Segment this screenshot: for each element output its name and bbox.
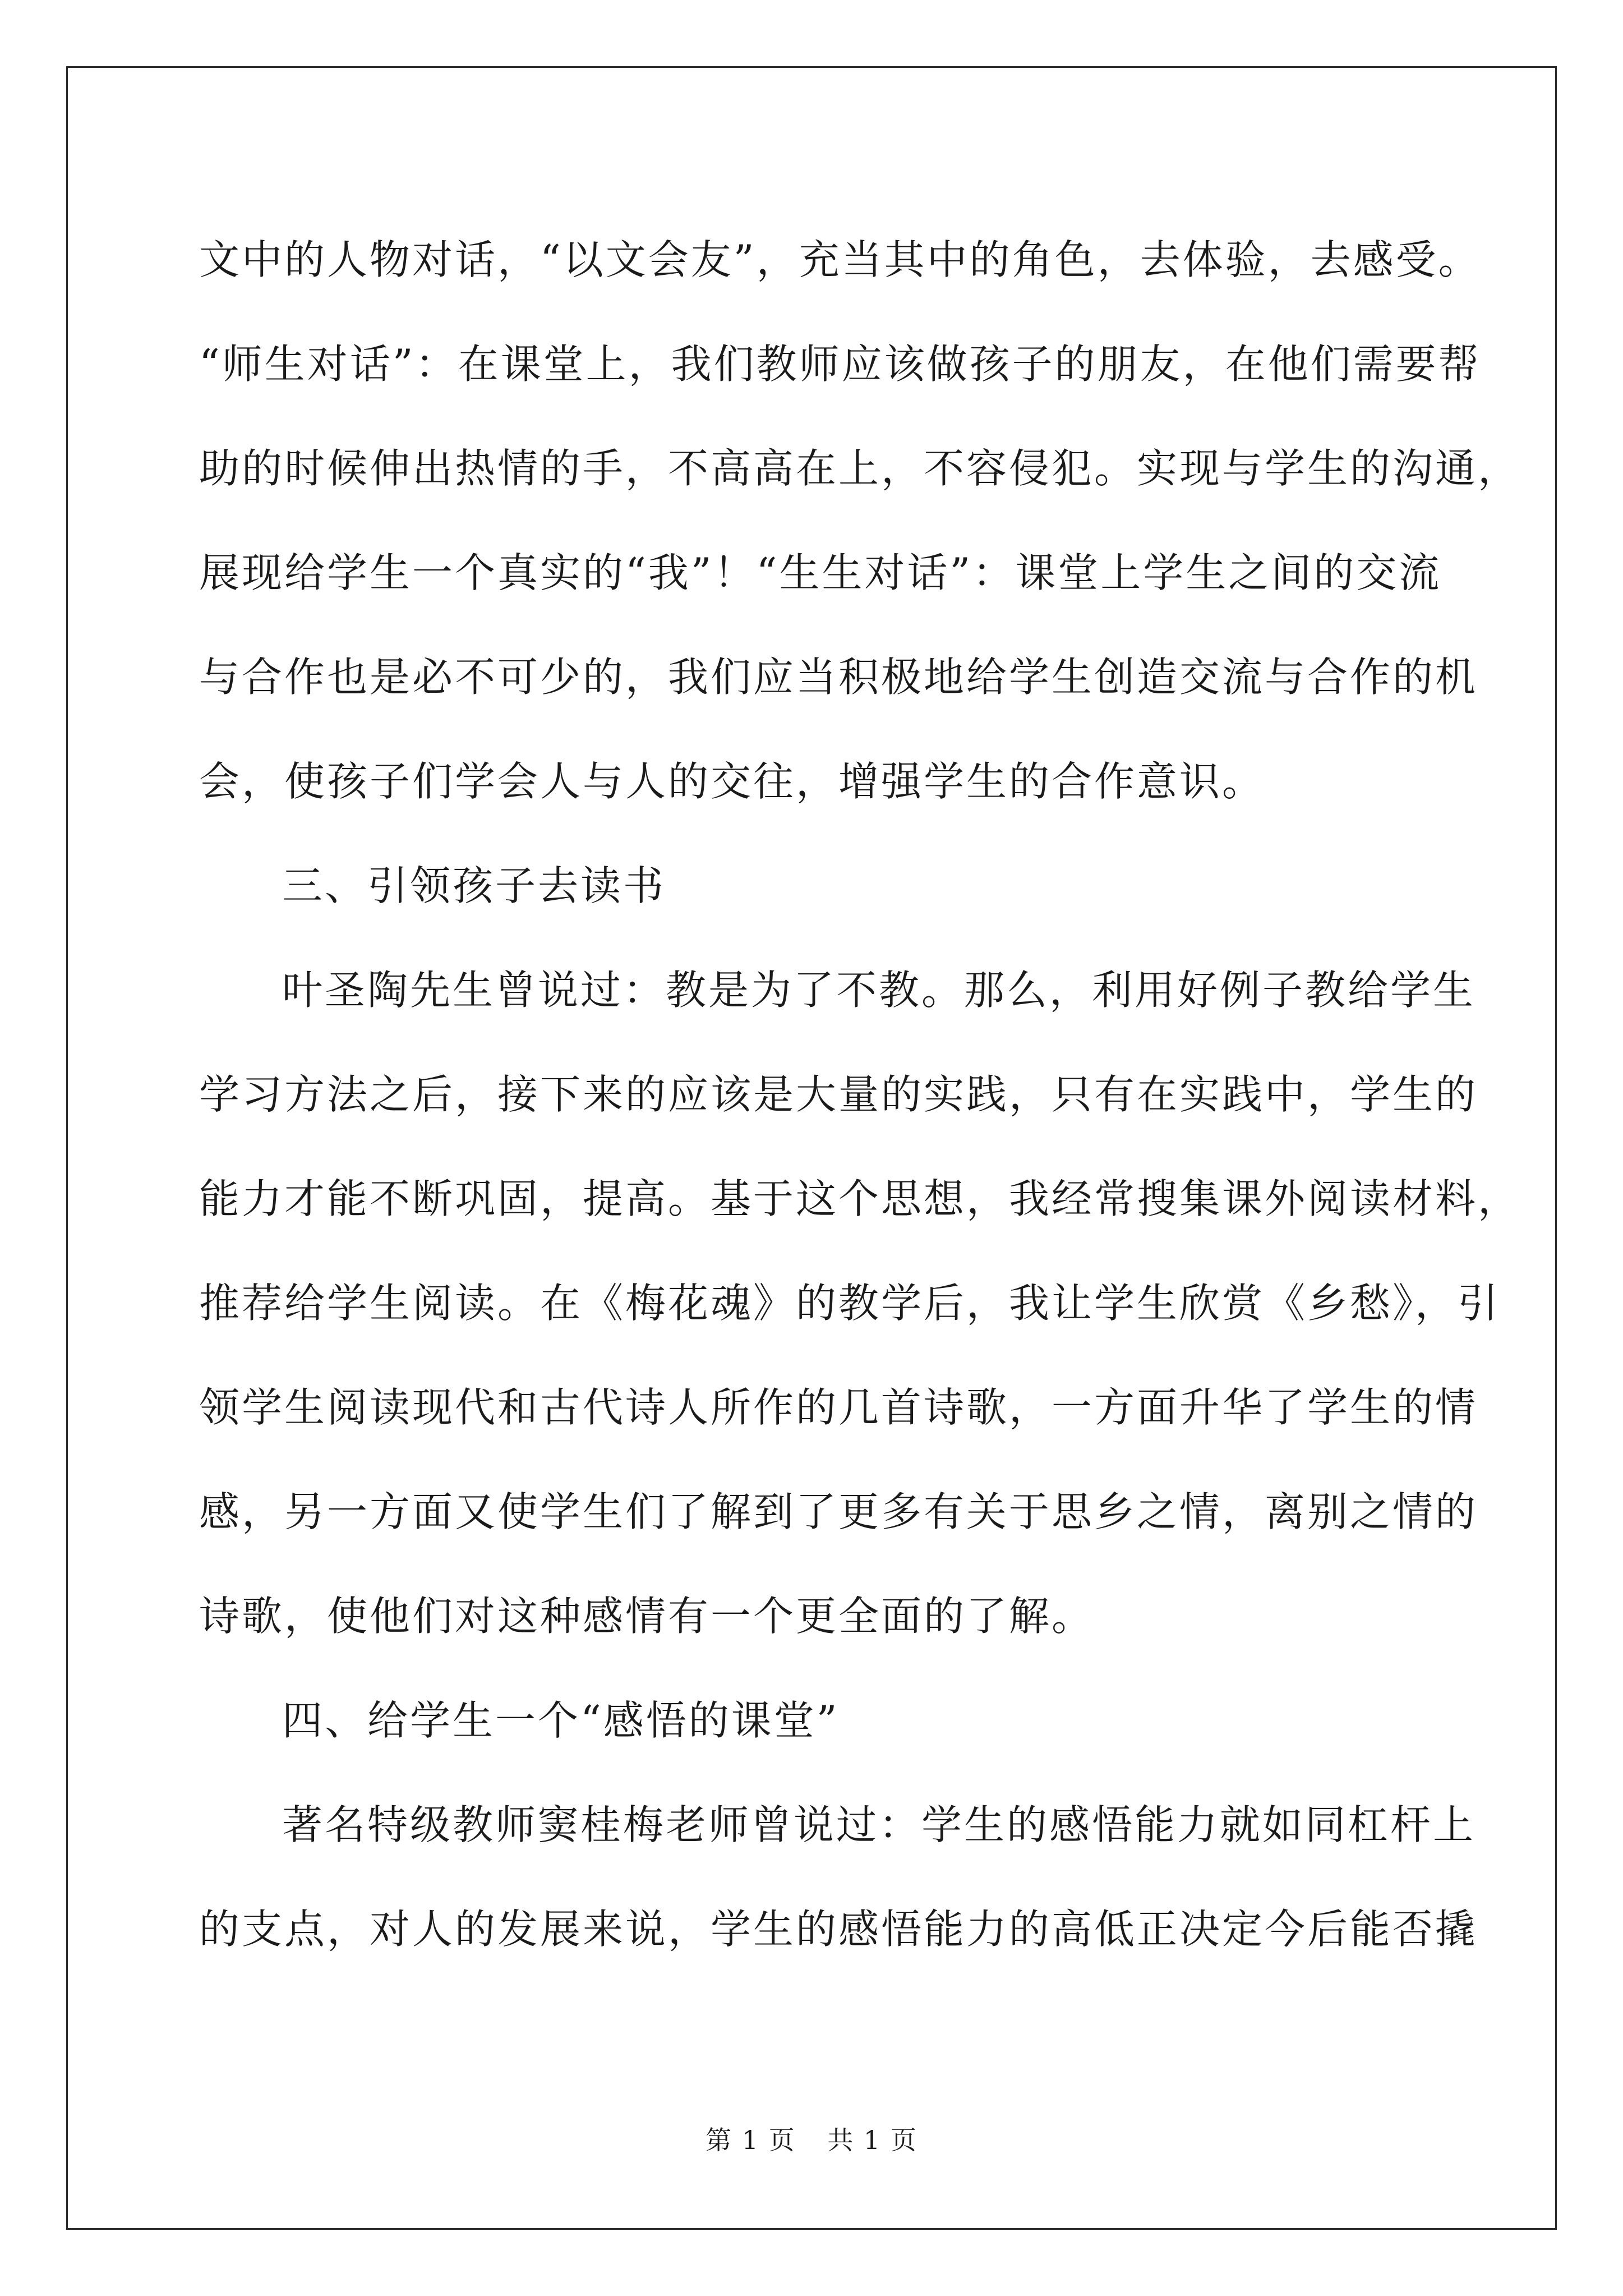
text-line: 能力才能不断巩固，提高。基于这个思想，我经常搜集课外阅读材料， bbox=[199, 1175, 1521, 1222]
text-line: 叶圣陶先生曾说过：教是为了不教。那么，利用好例子教给学生 bbox=[282, 967, 1476, 1014]
document-body bbox=[199, 208, 1521, 1981]
text-line: 三、引领孩子去读书 bbox=[282, 862, 666, 909]
text-line: 学习方法之后，接下来的应该是大量的实践，只有在实践中，学生的 bbox=[199, 1071, 1478, 1118]
text-line: 展现给学生一个真实的“我”！“生生对话”：课堂上学生之间的交流 bbox=[199, 549, 1442, 596]
text-line: 领学生阅读现代和古代诗人所作的几首诗歌，一方面升华了学生的情 bbox=[199, 1384, 1478, 1431]
text-line: 四、给学生一个“感悟的课堂” bbox=[282, 1697, 840, 1744]
text-line: 与合作也是必不可少的，我们应当积极地给学生创造交流与合作的机 bbox=[199, 654, 1478, 701]
text-line: 的支点，对人的发展来说，学生的感悟能力的高低正决定今后能否撬 bbox=[199, 1906, 1478, 1953]
page-total: 共 1 页 bbox=[827, 2125, 917, 2155]
text-line: 推荐给学生阅读。在《梅花魂》的教学后，我让学生欣赏《乡愁》，引 bbox=[199, 1280, 1501, 1327]
page-footer bbox=[0, 2123, 1623, 2157]
text-line: “师生对话”：在课堂上，我们教师应该做孩子的朋友，在他们需要帮 bbox=[199, 341, 1481, 388]
text-line: 文中的人物对话，“以文会友”，充当其中的角色，去体验，去感受。 bbox=[199, 236, 1481, 283]
text-line: 感，另一方面又使学生们了解到了更多有关于思乡之情，离别之情的 bbox=[199, 1488, 1478, 1535]
text-line: 诗歌，使他们对这种感情有一个更全面的了解。 bbox=[199, 1593, 1095, 1640]
text-line: 助的时候伸出热情的手，不高高在上，不容侵犯。实现与学生的沟通， bbox=[199, 445, 1521, 492]
text-line: 著名特级教师窦桂梅老师曾说过：学生的感悟能力就如同杠杆上 bbox=[282, 1801, 1476, 1848]
text-line: 会，使孩子们学会人与人的交往，增强学生的合作意识。 bbox=[199, 758, 1265, 805]
page-number: 第 1 页 bbox=[706, 2125, 796, 2155]
